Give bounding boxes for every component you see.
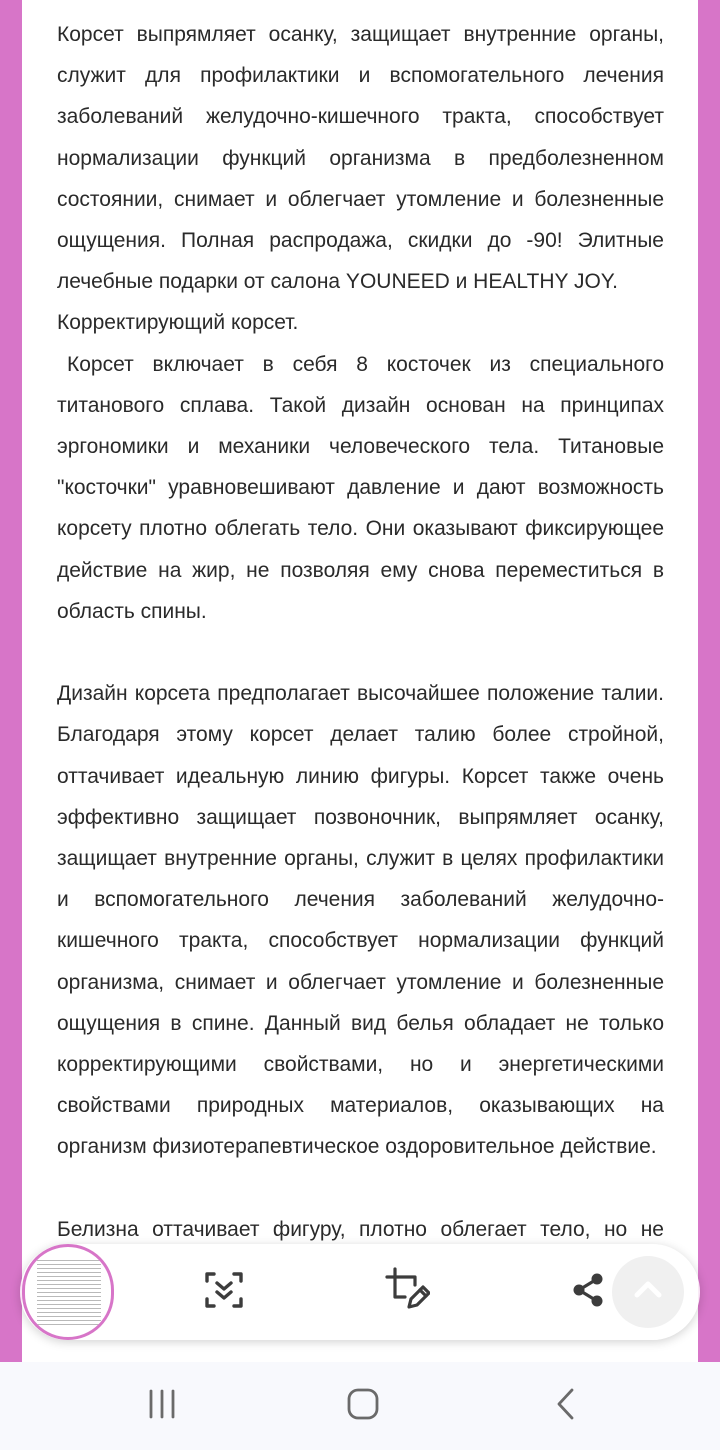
- recents-button[interactable]: [132, 1380, 192, 1432]
- article-body: [57, 14, 664, 1250]
- scroll-to-top-button[interactable]: [612, 1256, 684, 1328]
- home-icon: [346, 1387, 380, 1426]
- back-icon: [549, 1387, 583, 1426]
- home-button[interactable]: [333, 1380, 393, 1432]
- article-paragraph-1: Корсет выпрямляет осанку, защищает внутренние органы, служит для профилактики и вспомогательного лечения заболеваний желудочно-кишечного тракта, способствует нормализации функций организма в предболезненном состоянии, снимает и облегчает утомление и болезненные ощущения. Полная распродажа, скидки до -90! Элитные лечебные подарки от салона YOUNEED и HEALTHY JOY.: [57, 23, 664, 294]
- recents-icon: [145, 1387, 179, 1426]
- share-icon: [568, 1270, 608, 1315]
- edit-button[interactable]: [378, 1264, 434, 1320]
- paragraph-gap: [57, 1168, 664, 1209]
- screenshot-thumbnail[interactable]: [22, 1244, 114, 1340]
- article-paragraph-3: Корсет включает в себя 8 косточек из специального титанового сплава. Такой дизайн основан на принципах эргономики и механики человеческого тела. Титановые "косточки" уравновешивают давление и дают возможность корсету плотно облегать тело. Они оказывают фиксирующее действие на жир, не позволяя ему снова переместиться в область спины.: [57, 352, 664, 623]
- screenshot-toolbar: [20, 1244, 700, 1340]
- article-paragraph-2: Корректирующий корсет.: [57, 311, 299, 335]
- system-navigation-bar: [0, 1362, 720, 1450]
- share-button[interactable]: [560, 1264, 616, 1320]
- paragraph-gap: [57, 632, 664, 673]
- article-page: [22, 0, 698, 1362]
- chevron-up-icon: [630, 1272, 666, 1313]
- back-button[interactable]: [536, 1380, 596, 1432]
- article-paragraph-4: Дизайн корсета предполагает высочайшее положение талии. Благодаря этому корсет делает талию более стройной, оттачивает идеальную линию фигуры. Корсет также очень эффективно защищает позвоночник, выпрямляет осанку, защищает внутренние органы, служит в целях профилактики и вспомогательного лечения заболеваний желудочно-кишечного тракта, способствует нормализации функций организма, снимает и облегчает утомление и болезненные ощущения в спине. Данный вид белья обладает не только корректирующими свойствами, но и энергетическими свойствами природных материалов, оказывающих на организм физиотерапевтическое оздоровительное действие.: [57, 682, 664, 1159]
- edit-crop-icon: [382, 1266, 430, 1319]
- scroll-capture-icon: [202, 1268, 246, 1317]
- thumbnail-preview: [37, 1257, 101, 1327]
- scroll-capture-button[interactable]: [196, 1264, 252, 1320]
- article-paragraph-5: Белизна оттачивает фигуру, плотно облегает тело, но не: [57, 1217, 664, 1241]
